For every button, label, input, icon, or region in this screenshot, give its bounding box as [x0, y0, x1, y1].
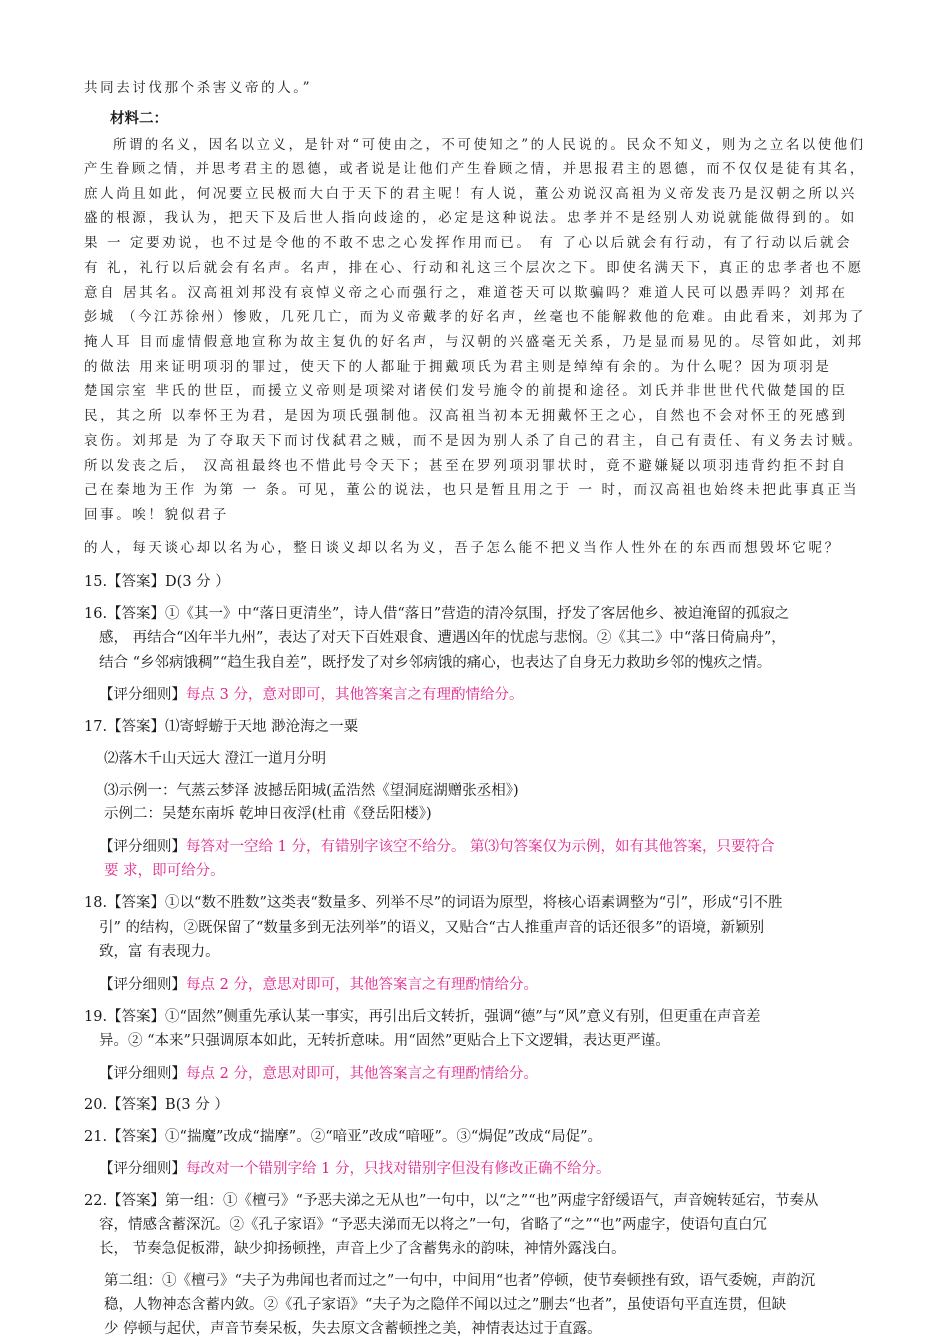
translation-line: 庶人尚且如此，何况要立民极而大白于天下的君主呢！有人说，董公劝说汉高祖为义帝发丧乃是汉朝之所以兴: [84, 186, 857, 202]
scoring-rule: [99, 836, 775, 858]
scoring-text: 每点 3 分，意对即可，其他答案言之有理酌情给分。: [186, 687, 524, 703]
translation-line: 有 礼，礼行以后就会有名声。名声，排在心、行动和礼这三个层次之下。即使名满天下，真正的忠孝者也不愿: [84, 260, 864, 276]
scoring-label: 【评分细则】: [99, 1066, 186, 1082]
answer-20: 20.【答案】B(3 分 ）: [84, 1097, 229, 1113]
scoring-label: 【评分细则】: [99, 687, 186, 703]
scoring-rule: [99, 1063, 538, 1085]
translation-line: 的做法 用来证明项羽的罪过，使天下的人都耻于拥戴项氏为君主则是绰绰有余的。为什么呢？因为项羽是: [84, 359, 832, 375]
material2-heading: 材料二：: [110, 110, 168, 127]
scoring-text: 每点 2 分，意思对即可，其他答案言之有理酌情给分。: [186, 1066, 538, 1082]
answer-line: 长， 节奏急促板滞，缺少抑扬顿挫，声音上少了含蓄隽永的韵味，神情外露浅白。: [99, 1241, 626, 1257]
answer-line: 容，情感含蓄深沉。②《孔子家语》“予恶夫涕而无以将之”一句，省略了“之”“也”两虚字，使语句直白冗: [99, 1217, 767, 1233]
translation-line: 楚国宗室 芈氏的世臣，而援立义帝则是项梁对诸侯们发号施令的前提和途径。刘氏并非世世代代做楚国的臣: [84, 383, 848, 399]
top-line: 共同去讨伐那个杀害义帝的人。”: [84, 80, 313, 96]
answer-line: 21.【答案】①“揣魔”改成“揣摩”。②“喑亚”改成“喑哑”。③“焗促”改成“局促”。: [84, 1129, 603, 1145]
answer-line: 结合 “乡邻病饿稠”“趋生我自差”，既抒发了对乡邻病饿的痛心，也表达了自身无力救助乡邻的愧疚之情。: [99, 655, 772, 671]
scoring-rule: [99, 974, 538, 996]
scoring-label: 【评分细则】: [99, 839, 186, 855]
scoring-text: 每点 2 分，意思对即可，其他答案言之有理酌情给分。: [186, 977, 538, 993]
answer-line: 17.【答案】⑴寄蜉蝣于天地 渺沧海之一粟: [84, 719, 359, 735]
answer-line: 18.【答案】①以“数不胜数”这类表“数量多、列举不尽”的词语为原型，将核心语素调整为“引”，形成“引不胜: [84, 895, 783, 911]
translation-line: 所以发丧之后， 汉高祖最终也不惜此号令天下；甚至在罗列项羽罪状时，竟不避嫌疑以项羽违背约拒不封自: [84, 458, 848, 474]
answer-line: 16.【答案】①《其一》中“落日更清坐”，诗人借“落日”营造的清冷氛围，抒发了客居他乡、被迫淹留的孤寂之: [84, 606, 790, 622]
translation-line: 所谓的名义，因名以立义，是针对“可使由之，不可使知之”的人民说的。民众不知义，则为之立名以使他们: [113, 137, 866, 153]
answer-line: 22.【答案】第一组：①《檀弓》“予恶夫涕之无从也”一句中，以“之”“也”两虚字舒缓语气，声音婉转延宕，节奏从: [84, 1193, 819, 1209]
answer-line: ⑵落木千山天远大 澄江一道月分明: [104, 751, 327, 767]
answer-line: 引” 的结构，②既保留了“数量多到无法列举”的语义，又贴合“古人推重声音的话还很多”的语境，新颖别: [99, 920, 765, 936]
translation-line: 盛的根源，我认为，把天下及后世人指向歧途的，必定是这种说法。忠孝并不是经别人劝说就能做得到的。如: [84, 210, 857, 226]
answer-line: 示例二：吴楚东南坼 乾坤日夜浮(杜甫《登岳阳楼》): [104, 806, 432, 822]
translation-line: 的人，每天谈心却以名为心，整日谈义却以名为义，吾子怎么能不把义当作人性外在的东西而想毁坏它呢？: [84, 540, 841, 556]
answer-line: 致，富 有表现力。: [99, 944, 220, 960]
answer-line: 异。② “本来”只强调原本如此，无转折意味。用“固然”更贴合上下文逻辑，表达更严谨。: [99, 1033, 670, 1049]
answer-line: 第二组：①《檀弓》“夫子为弗闻也者而过之”一句中，中间用“也者”停顿，使节奏顿挫有致，语气委婉，声韵沉: [104, 1273, 816, 1289]
translation-line: 掩人耳 目而虚情假意地宣称为故主复仇的好名声，与汉朝的兴盛毫无关系，乃是显而易见的。尽管如此，刘邦: [84, 334, 864, 350]
answer-15: 15.【答案】D(3 分 ）: [84, 574, 230, 590]
translation-line: 意自 居其名。汉高祖刘邦没有哀悼义帝之心而强行之，难道苍天可以欺骗吗？难道人民可以愚弄吗？刘邦在: [84, 285, 848, 301]
answer-line: ⑶示例一：气蒸云梦泽 波撼岳阳城(孟浩然《望洞庭湖赠张丞相》): [104, 783, 519, 799]
scoring-rule: [99, 1158, 610, 1180]
scoring-text: 每改对一个错别字给 1 分，只找对错别字但没有修改正确不给分。: [186, 1161, 611, 1177]
translation-line: 彭城 （今江苏徐州）惨败，几死几亡，而为义帝戴孝的好名声，丝毫也不能解救他的危难。由此看来，刘邦为了: [84, 309, 866, 325]
translation-line: 民，其之所 以奉怀王为君，是因为项氏强制他。汉高祖当初本无拥戴怀王之心，自然也不会对怀王的死感到: [84, 408, 848, 424]
translation-line: 哀伤。刘邦是 为了夺取天下而讨伐弑君之贼，而不是因为别人杀了自己的君主，自己有责任、有义务去讨贼。: [84, 433, 864, 449]
answer-line: 感， 再结合“凶年半九州”，表达了对天下百姓艰食、遭遇凶年的忧虑与悲悯。②《其二》中“落日倚扁舟”，: [99, 630, 786, 646]
translation-line: 回事。唉！貌似君子: [84, 507, 229, 523]
scoring-text: 每答对一空给 1 分，有错别字该空不给分。 第⑶句答案仅为示例，如有其他答案，只要符合: [186, 839, 775, 855]
translation-line: 产生眷顾之情，并思考君主的恩德，或者说是让他们产生眷顾之情，并思报君主的恩德，而不仅仅是徒有其名，: [84, 161, 866, 177]
translation-line: 果 一 定要劝说，也不过是令他的不敢不忠之心发挥作用而已。 有 了心以后就会有行动，有了行动以后就会: [84, 235, 853, 251]
answer-line: 稳，人物神态含蓄内敛。②《孔子家语》“夫子为之隐佯不闻以过之”删去“也者”，虽使语句平直连贯，但缺: [104, 1297, 787, 1313]
answer-line: 19.【答案】①“固然”侧重先承认某一事实，再引出后文转折，强调“德”与“风”意义有别，但更重在声音差: [84, 1009, 761, 1025]
scoring-rule: [99, 684, 523, 706]
translation-line: 己在秦地为王作 为第 一 条。可见，董公的说法，也只是暂且用之于 一 时，而汉高祖也始终未把此事真正当: [84, 482, 860, 498]
scoring-label: 【评分细则】: [99, 977, 186, 993]
answer-line: 少 停顿与起伏，声音节奏呆板，失去原文含蓄顿挫之美，神情表达过于直露。: [104, 1321, 602, 1337]
scoring-label: 【评分细则】: [99, 1161, 186, 1177]
scoring-text: 要 求，即可给分。: [104, 863, 225, 879]
